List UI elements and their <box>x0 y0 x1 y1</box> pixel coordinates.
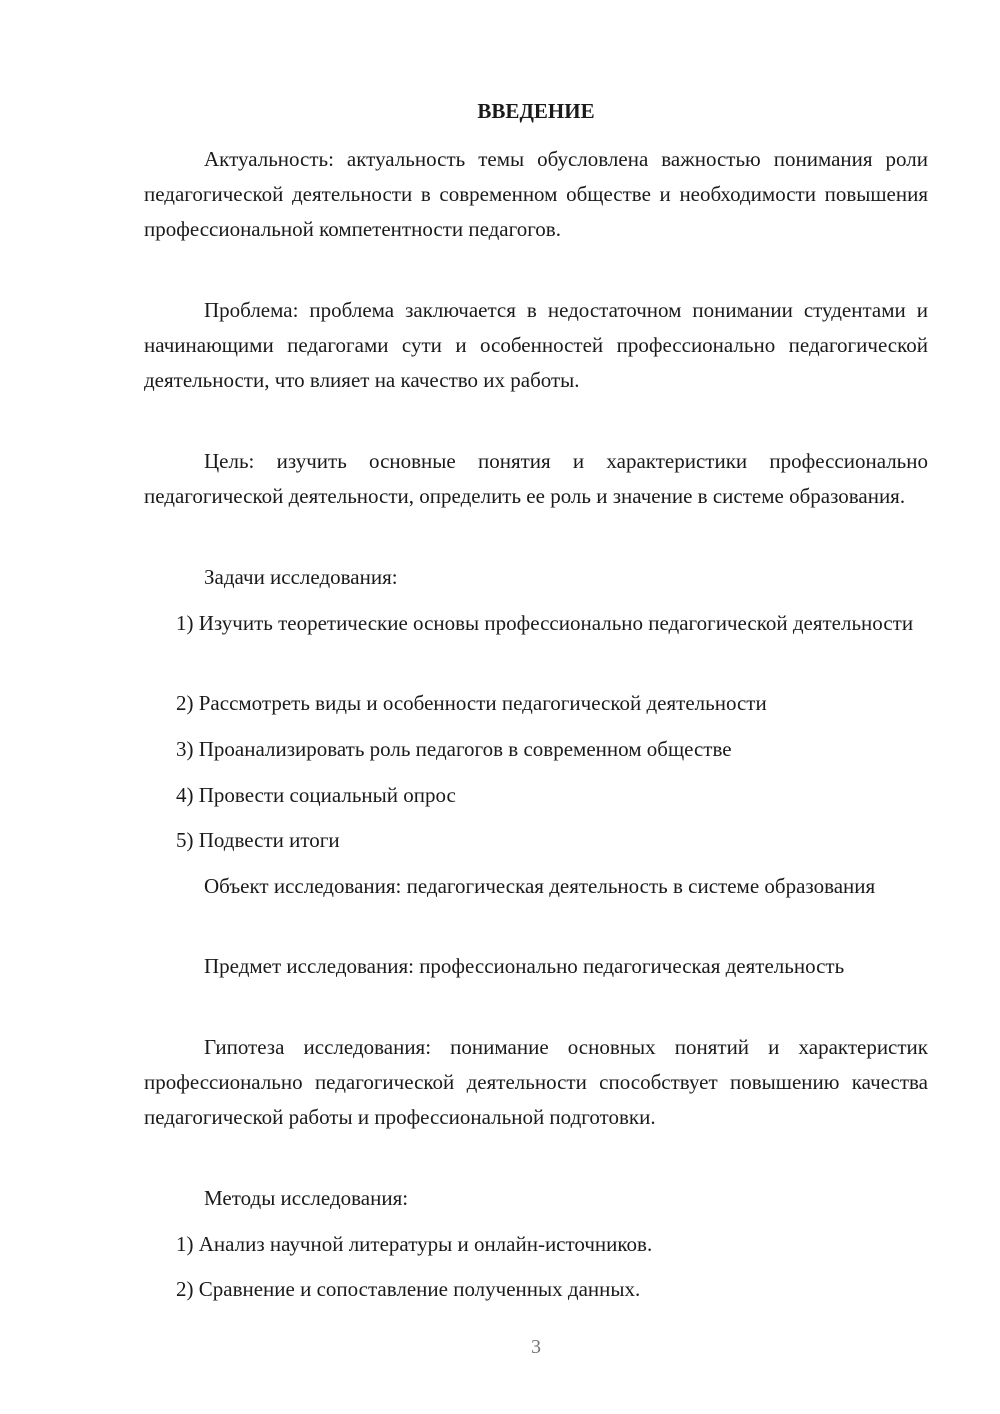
task-item-2: 2) Рассмотреть виды и особенности педагогической деятельности <box>176 691 767 715</box>
page-title: ВВЕДЕНИЕ <box>477 99 595 123</box>
page-number: 3 <box>531 1336 541 1358</box>
task-item-4: 4) Провести социальный опрос <box>176 783 456 807</box>
method-item-2: 2) Сравнение и сопоставление полученных данных. <box>176 1277 641 1301</box>
task-item-5: 5) Подвести итоги <box>176 828 340 852</box>
problem-paragraph: Проблема: проблема заключается в недостаточном понимании студентами и начинающими педагогами сути и особенностей профессионально педагогической деятельности, что влияет на качество их работы. <box>144 298 928 392</box>
subject-paragraph: Предмет исследования: профессионально педагогическая деятельность <box>204 954 845 978</box>
task-item-1: 1) Изучить теоретические основы профессионально педагогической деятельности <box>176 611 914 635</box>
methods-heading: Методы исследования: <box>204 1186 409 1210</box>
object-paragraph: Объект исследования: педагогическая деятельность в системе образования <box>204 874 876 898</box>
tasks-heading: Задачи исследования: <box>204 565 398 589</box>
hypothesis-paragraph: Гипотеза исследования: понимание основных понятий и характеристик профессионально педагогической деятельности способствует повышению качества педагогической работы и профессиональной подготовки. <box>144 1035 928 1129</box>
task-item-3: 3) Проанализировать роль педагогов в современном обществе <box>176 737 732 761</box>
goal-paragraph: Цель: изучить основные понятия и характеристики профессионально педагогической деятельности, определить ее роль и значение в системе образования. <box>144 449 928 508</box>
relevance-paragraph: Актуальность: актуальность темы обусловлена важностью понимания роли педагогической деятельности в современном обществе и необходимости повышения профессиональной компетентности педагогов. <box>144 147 928 241</box>
method-item-1: 1) Анализ научной литературы и онлайн-источников. <box>176 1232 653 1256</box>
